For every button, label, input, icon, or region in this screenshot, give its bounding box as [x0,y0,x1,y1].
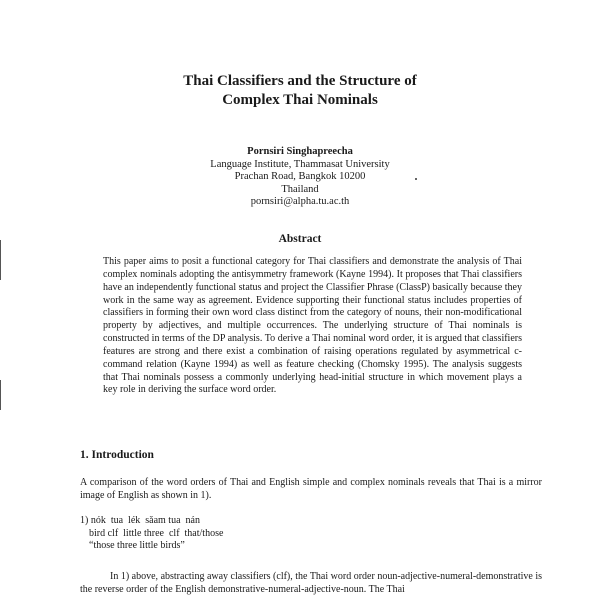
example-1 [80,515,223,553]
section-heading-introduction: 1. Introduction [80,449,154,461]
scan-speck [415,178,417,180]
author-affiliation: Language Institute, Thammasat University [210,158,390,170]
introduction-paragraph-2: In 1) above, abstracting away classifiers (clf), the Thai word order noun-adjective-numeral-demonstrative is the reverse order of the English demonstrative-numeral-adjective-noun. The Thai [80,571,542,595]
example-thai-line: 1) nók tua lék sǎam tua nán [80,515,200,526]
author-address-country: Thailand [281,183,319,195]
example-gloss-line: bird clf little three clf that/those [89,527,224,539]
author-name: Pornsiri Singhapreecha [247,146,353,157]
title-line-2: Complex Thai Nominals [222,92,378,108]
title-line-1: Thai Classifiers and the Structure of [183,73,417,89]
abstract-heading: Abstract [278,233,322,245]
introduction-paragraph-1: A comparison of the word orders of Thai and English simple and complex nominals reveals that Thai is a mirror image of English as shown in 1). [80,477,542,501]
margin-scan-mark [0,380,1,410]
author-address-street: Prachan Road, Bangkok 10200 [234,171,366,182]
author-email: pornsiri@alpha.tu.ac.th [250,196,350,207]
abstract-body: This paper aims to posit a functional category for Thai classifiers and demonstrate the analysis of Thai complex nominals adopting the antisymmetry framework (Kayne 1994). It proposes that Thai classifiers have an independently functional status and project the Classifier Phrase (ClassP) basically because they work in the same way as agreement. Evidence supporting their functional status includes properties of classifiers in forming their own word class distinct from the category of nouns, their non-modificational property by adjectives, and multiple occurrences. The underlying structure of Thai nominals is constructed in terms of the DP analysis. To derive a Thai nominal word order, it is argued that classifiers features are strong and there exist a combination of raising operations regulated by asymmetrical c-command relation (Kayne 1994) as well as feature checking (Chomsky 1995). The analysis suggests that Thai nominals possess a commonly underlying head-initial structure in which movement plays a key role in deriving the surface word order. [103,256,522,396]
paper-title [0,72,600,110]
author-block [0,146,600,209]
margin-scan-mark [0,240,1,280]
example-translation-line: “those three little birds” [89,540,185,551]
